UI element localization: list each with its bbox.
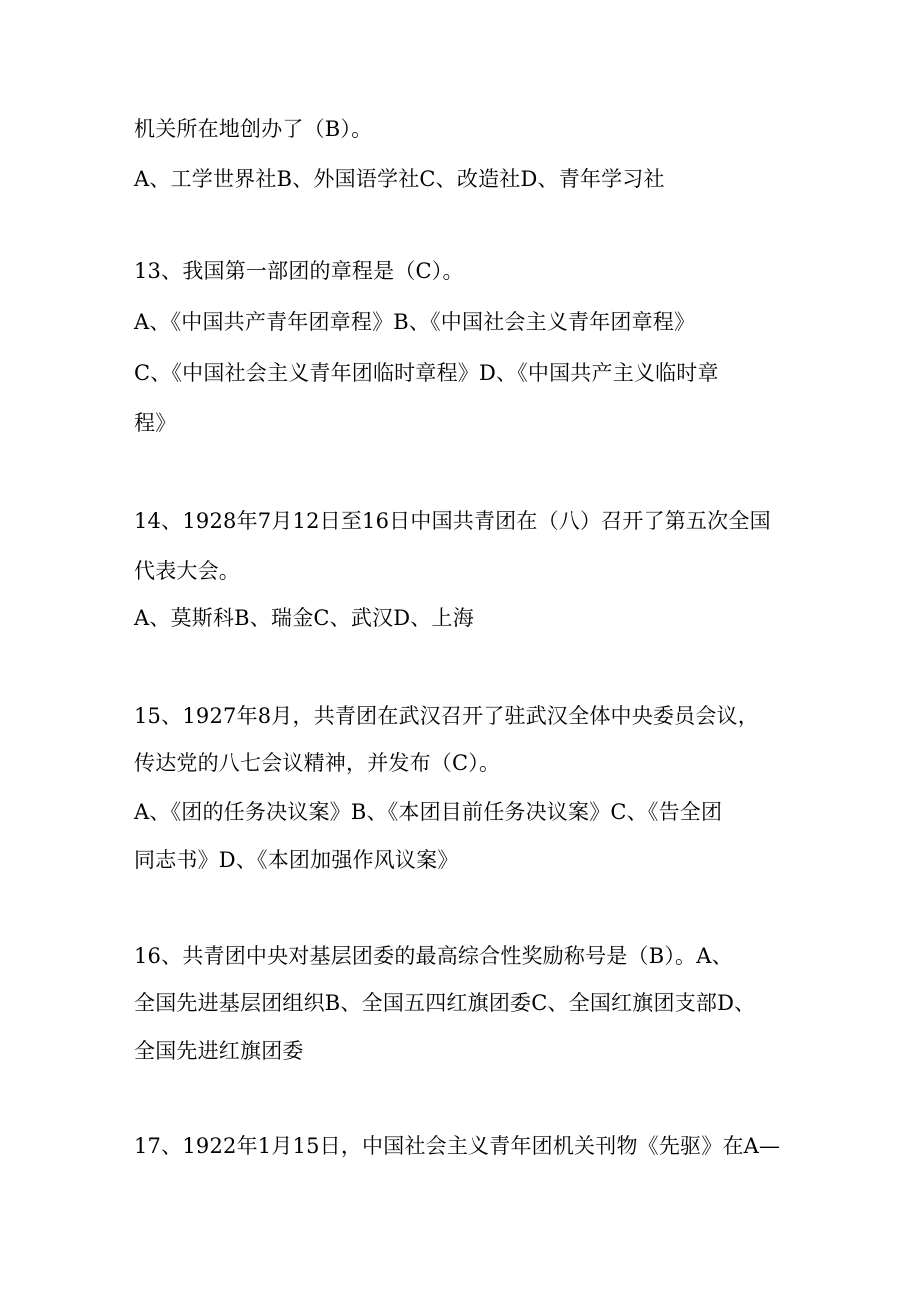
- answer-options-line: C、《中国社会主义青年团临时章程》D、《中国共产主义临时章: [134, 361, 719, 385]
- question-text-line: 机关所在地创办了（B）。: [134, 117, 373, 141]
- question-text-line: 13、我国第一部团的章程是（C）。: [134, 259, 464, 283]
- question-text-line: 代表大会。: [134, 559, 240, 583]
- answer-options-line: A、工学世界社B、外国语学社C、改造社D、青年学习社: [134, 167, 665, 191]
- question-text-line: 传达党的八七会议精神，并发布（C）。: [134, 751, 501, 775]
- answer-options-line: A、《团的任务决议案》B、《本团目前任务决议案》C、《告全团: [134, 800, 723, 824]
- question-text-line: 16、共青团中央对基层团委的最高综合性奖励称号是（B）。A、: [134, 944, 733, 968]
- question-text-line: 15、1927年8月，共青团在武汉召开了驻武汉全体中央委员会议，: [134, 704, 759, 728]
- answer-options-line: A、莫斯科B、瑞金C、武汉D、上海: [134, 606, 474, 630]
- answer-options-line: A、《中国共产青年团章程》B、《中国社会主义青年团章程》: [134, 310, 696, 334]
- answer-options-line: 程》: [134, 411, 177, 435]
- question-text-line: 17、1922年1月15日，中国社会主义青年团机关刊物《先驱》在A—: [134, 1134, 781, 1158]
- question-text-line: 14、1928年7月12日至16日中国共青团在（八）召开了第五次全国: [134, 509, 771, 533]
- answer-options-line: 全国先进基层团组织B、全国五四红旗团委C、全国红旗团支部D、: [134, 991, 756, 1015]
- answer-options-line: 全国先进红旗团委: [134, 1039, 304, 1063]
- answer-options-line: 同志书》D、《本团加强作风议案》: [134, 848, 459, 872]
